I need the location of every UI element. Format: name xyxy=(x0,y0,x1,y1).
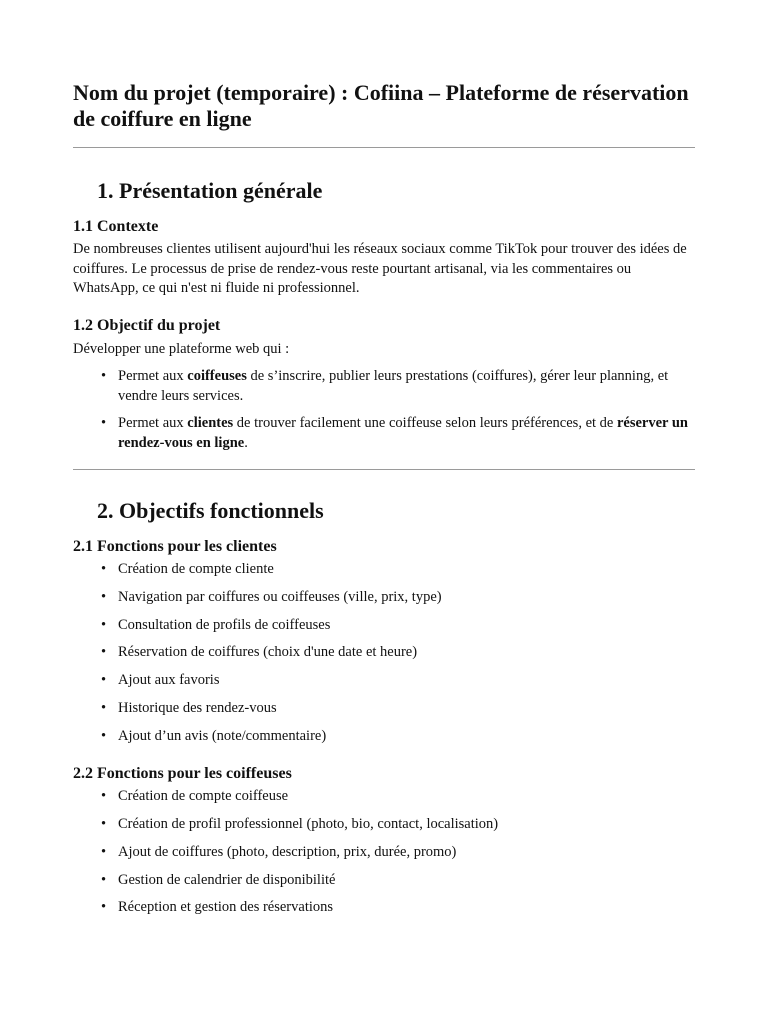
list-item: • Permet aux clientes de trouver facilement une coiffeuse selon leurs préférences, et de réserver un rendez-vous en ligne. xyxy=(101,415,688,451)
bullet-icon: • xyxy=(101,788,107,805)
bullet-icon: • xyxy=(101,816,107,833)
list-item xyxy=(101,560,695,580)
document-page xyxy=(73,80,695,918)
bullet-icon: • xyxy=(101,727,107,744)
list-item xyxy=(101,643,695,663)
list-item xyxy=(101,616,695,636)
list-item xyxy=(101,588,695,608)
section-1-heading: 1. Présentation générale xyxy=(97,178,323,203)
bullet-icon: • xyxy=(101,672,107,689)
list-item xyxy=(101,699,695,719)
list-item-text: Création de compte coiffeuse xyxy=(118,788,289,805)
document-title: Nom du projet (temporaire) : Cofiina – Plateforme de réservation de coiffure en ligne xyxy=(73,80,689,131)
keyword-reservation: réserver un rendez-vous en ligne xyxy=(118,415,688,451)
clientes-function-list xyxy=(73,560,695,746)
list-item xyxy=(101,843,695,863)
list-item-text: Ajout d’un avis (note/commentaire) xyxy=(118,727,327,744)
list-item-text: Ajout de coiffures (photo, description, prix, durée, promo) xyxy=(118,843,457,860)
list-item-text: Ajout aux favoris xyxy=(118,672,220,689)
keyword-coiffeuses: coiffeuses xyxy=(187,368,247,384)
bullet-icon: • xyxy=(101,699,107,716)
bullet-icon: • xyxy=(101,899,107,916)
subsection-1-2-heading: 1.2 Objectif du projet xyxy=(73,316,221,334)
list-item xyxy=(101,727,695,747)
keyword-clientes: clientes xyxy=(187,415,234,431)
subsection-2-1-heading: 2.1 Fonctions pour les clientes xyxy=(73,538,277,555)
objective-intro: Développer une plateforme web qui : xyxy=(73,340,290,357)
list-item-text: Création de profil professionnel (photo, bio, contact, localisation) xyxy=(118,816,499,833)
bullet-icon: • xyxy=(101,871,107,888)
list-item-text: Réservation de coiffures (choix d'une date et heure) xyxy=(118,644,418,661)
bullet-icon: • xyxy=(101,561,107,577)
list-item xyxy=(101,787,695,807)
list-item xyxy=(101,671,695,691)
bullet-icon: • xyxy=(101,588,107,605)
subsection-1-1-heading: 1.1 Contexte xyxy=(73,218,159,235)
list-item xyxy=(101,898,695,918)
bullet-icon: • xyxy=(101,644,107,661)
list-item-text: Gestion de calendrier de disponibilité xyxy=(118,871,336,888)
list-item-text: Consultation de profils de coiffeuses xyxy=(118,616,331,633)
bullet-icon: • xyxy=(101,415,107,431)
section-2-heading: 2. Objectifs fonctionnels xyxy=(97,498,324,523)
list-item-text: Création de compte cliente xyxy=(118,561,274,577)
list-item xyxy=(101,871,695,891)
list-item-text: Historique des rendez-vous xyxy=(118,699,277,716)
section-divider xyxy=(73,469,695,470)
list-item xyxy=(101,815,695,835)
title-divider xyxy=(73,147,695,148)
bullet-icon: • xyxy=(101,616,107,633)
coiffeuses-function-list xyxy=(73,787,695,918)
bullet-icon: • xyxy=(101,368,107,384)
bullet-icon: • xyxy=(101,843,107,860)
list-item-text: Réception et gestion des réservations xyxy=(118,899,334,916)
context-paragraph: De nombreuses clientes utilisent aujourd'hui les réseaux sociaux comme TikTok pour trouver des idées de coiffures. Le processus de prise de rendez-vous reste pourtant artisanal, via les commentaires ou WhatsApp, ce qui n'est ni fluide ni professionnel. xyxy=(73,241,687,296)
subsection-2-2-heading: 2.2 Fonctions pour les coiffeuses xyxy=(73,765,292,783)
list-item: • Permet aux coiffeuses de s’inscrire, publier leurs prestations (coiffures), gérer leur planning, et vendre leurs services. xyxy=(101,368,669,404)
list-item-text: Navigation par coiffures ou coiffeuses (ville, prix, type) xyxy=(118,588,442,605)
objective-list xyxy=(73,367,695,453)
